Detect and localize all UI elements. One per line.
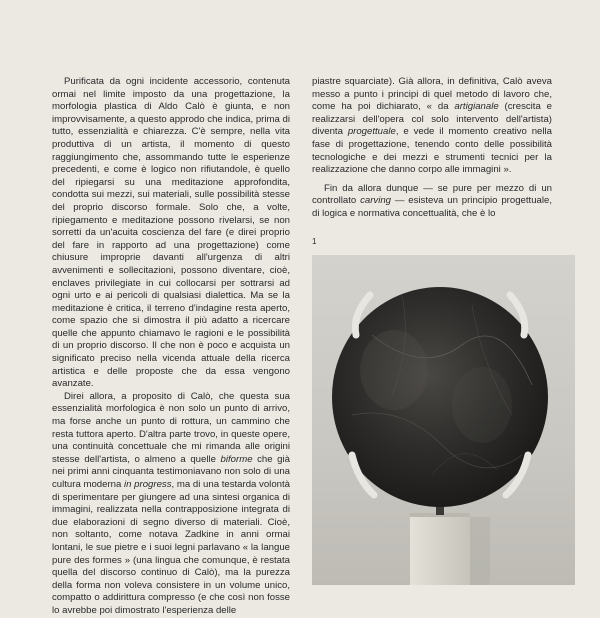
italic-term: biforme — [220, 453, 253, 465]
stone-disc — [332, 287, 548, 507]
italic-term: carving — [360, 195, 392, 207]
sculpture-photo — [312, 255, 575, 585]
paragraph — [312, 76, 552, 177]
text-span: , e vede il momento creativo nella fase di progettazione, tenendo conto delle possibilità tecnologiche e dei mezzi e strumenti tecnici per la realizzazione che danno corpo alle immagini ». — [312, 126, 552, 176]
text-span: Direi allora, a proposito di Calò, che questa sua essenzialità morfologica è non solo un punto di arrivo, ma forse anche un punto di rottura, un cammino che resta tuttora aperto. D'altra parte trovo, in queste opere, una continuità concettuale che mi rimanda alle origini stesse dell'artista, o almeno a quelle — [52, 390, 290, 465]
figure-number: 1 — [312, 237, 317, 246]
paragraph — [52, 391, 290, 618]
text-span: che già nei primi anni cinquanta testimoniavano non solo di una cultura moderna — [52, 453, 290, 490]
text-span: — esisteva un principio progettuale, di logica e normativa concettualità, che è lo — [312, 195, 552, 219]
paragraph: Purificata da ogni incidente accessorio, contenuta ormai nel limite imposto da una progettazione, la morfologia plastica di Aldo Calò è giunta, e non improvvisamente, a questo approdo che indica, prima di tutto, essenzialità e chiarezza. C'è sempre, nella vita produttiva di un artista, il momento di questo raggiungimento che, assommando tutte le esperienze precedenti, e come è logico non rifiutandole, è quello del ripiegarsi su una meditazione approfondita, condotta sui mezzi, sui materiali, sulle possibilità stesse del proprio discorso formale. Solo che, a volte, ripiegamento e meditazione possono rivelarsi, se non sorretti da un'acuita coscienza del fare (e direi proprio del fare in rapporto ad una progettazione) come chiusure improprie davanti all'urgenza di altri avvenimenti e sollecitazioni, possono diventare, cioè, enclaves privilegiate in cui collocarsi per sottrarsi ad ogni urto e ai pericoli di qualsiasi dialettica. Ma se la meditazione è critica, il terreno d'indagine resta aperto, come spazio che si dimostra il più adatto a ricercare quelle che appunto chiamavo le ragioni e le possibilità di un proprio discorso. Il che non è poco e acquista un significato preciso nella vicenda attuale della ricerca artistica e delle proposte che da essa vengono avanzate. — [52, 76, 290, 390]
italic-term: progettuale — [347, 126, 396, 138]
sculpture-illustration — [312, 255, 575, 585]
sculpture-base — [410, 513, 470, 585]
text-span: , ma di una testarda volontà di sperimentare per giungere ad una sintesi organica di immagini, realizzata nella contrapposizione integrata di due elaborazioni di segno diverso di materiali. Cioè, non soltanto, come notava Zadkine in anni ormai lontani, le sue pietre e i suoi legni parlavano « la langue pure des formes » (una lingua che comunque, è restata quella del discorso continuo di Calò), ma la purezza della forma non voleva consistere in un volume unico, compatto o addirittura compresso (e che così non fosse lo avrebbe poi dimostrato l'esperienza delle — [52, 479, 290, 616]
italic-term: artigianale — [454, 101, 499, 113]
text-span: Fin da allora dunque — se pure per mezzo di un controllato — [312, 182, 552, 207]
text-span: piastre squarciate). Già allora, in definitiva, Calò aveva messo a punto i principi di quel metodo di lavoro che, come ha poi dichiarato, « da — [312, 76, 552, 113]
italic-term: in progress — [124, 479, 172, 490]
base-shadow — [470, 517, 490, 585]
text-column-right — [312, 76, 552, 221]
text-span: (crescita e realizzarsi dell'opera col solo intervento dell'artista) diventa — [312, 101, 553, 138]
paragraph — [312, 183, 552, 221]
text-column-left — [52, 76, 290, 618]
